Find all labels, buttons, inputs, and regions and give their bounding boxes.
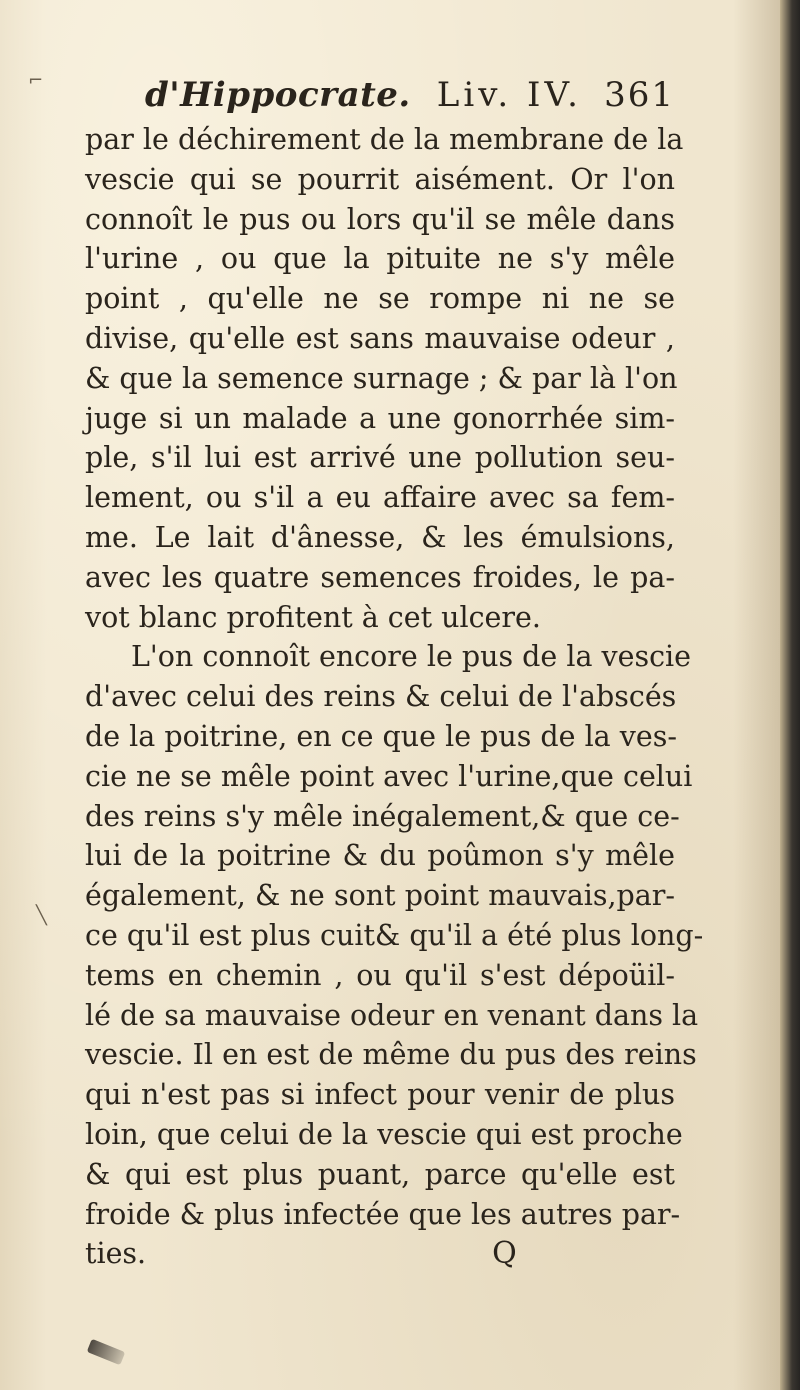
text-line: d'avec celui des reins & celui de l'abscés bbox=[85, 680, 677, 714]
text-line: & qui est plus puant, parce qu'elle est bbox=[85, 1157, 675, 1191]
text-line: ple, s'il lui est arrivé une pollution seu- bbox=[85, 441, 675, 475]
text-line: L'on connoît encore le pus de la vescie bbox=[131, 640, 692, 674]
text-line: juge si un malade a une gonorrhée sim- bbox=[85, 401, 675, 435]
ink-smudge bbox=[87, 1339, 126, 1365]
text-line: lé de sa mauvaise odeur en venant dans la bbox=[85, 998, 699, 1032]
text-line: & que la semence surnage ; & par là l'on bbox=[85, 361, 678, 395]
final-row bbox=[85, 1234, 675, 1274]
text-line: par le déchirement de la membrane de la bbox=[85, 123, 684, 156]
text-line: vescie. Il en est de même du pus des reins bbox=[85, 1038, 697, 1072]
running-head-title: d'Hippocrate. bbox=[145, 75, 411, 115]
text-line: vescie qui se pourrit aisément. Or l'on bbox=[85, 162, 675, 196]
running-head-section: Liv. IV. bbox=[436, 75, 582, 115]
margin-tick-icon: ╲ bbox=[36, 905, 47, 926]
text-line: de la poitrine, en ce que le pus de la ves- bbox=[85, 719, 677, 753]
text-line: tems en chemin , ou qu'il s'est dépoüil- bbox=[85, 958, 675, 992]
final-line: ties. bbox=[85, 1237, 147, 1271]
text-line: loin, que celui de la vescie qui est proche bbox=[85, 1117, 683, 1151]
text-line: point , qu'elle ne se rompe ni ne se bbox=[85, 282, 675, 316]
running-head bbox=[85, 70, 675, 120]
text-line: connoît le pus ou lors qu'il se mêle dans bbox=[85, 202, 675, 236]
catchword: Q bbox=[492, 1236, 517, 1272]
paragraph-1 bbox=[85, 120, 684, 637]
page-edge-shadow bbox=[780, 0, 800, 1390]
text-line: des reins s'y mêle inégalement,& que ce- bbox=[85, 799, 680, 833]
text-line: lement, ou s'il a eu affaire avec sa fem- bbox=[85, 481, 675, 515]
page-text bbox=[85, 70, 704, 1274]
text-line: l'urine , ou que la pituite ne s'y mêle bbox=[85, 242, 675, 276]
text-line: ce qu'il est plus cuit& qu'il a été plus long- bbox=[85, 918, 704, 952]
paragraph-2 bbox=[85, 637, 704, 1274]
text-line: qui n'est pas si infect pour venir de plus bbox=[85, 1078, 675, 1112]
text-line: avec les quatre semences froides, le pa- bbox=[85, 560, 675, 594]
page-number: 361 bbox=[604, 75, 675, 115]
text-line: froide & plus infectée que les autres par- bbox=[85, 1197, 681, 1231]
margin-mark-icon: ⌐ bbox=[28, 70, 44, 91]
text-line: lui de la poitrine & du poûmon s'y mêle bbox=[85, 839, 675, 873]
text-line: vot blanc profitent à cet ulcere. bbox=[85, 600, 541, 634]
text-line: divise, qu'elle est sans mauvaise odeur , bbox=[85, 321, 675, 355]
text-line: également, & ne sont point mauvais,par- bbox=[85, 879, 675, 913]
text-line: me. Le lait d'ânesse, & les émulsions, bbox=[85, 520, 675, 554]
text-line: cie ne se mêle point avec l'urine,que celui bbox=[85, 759, 693, 793]
